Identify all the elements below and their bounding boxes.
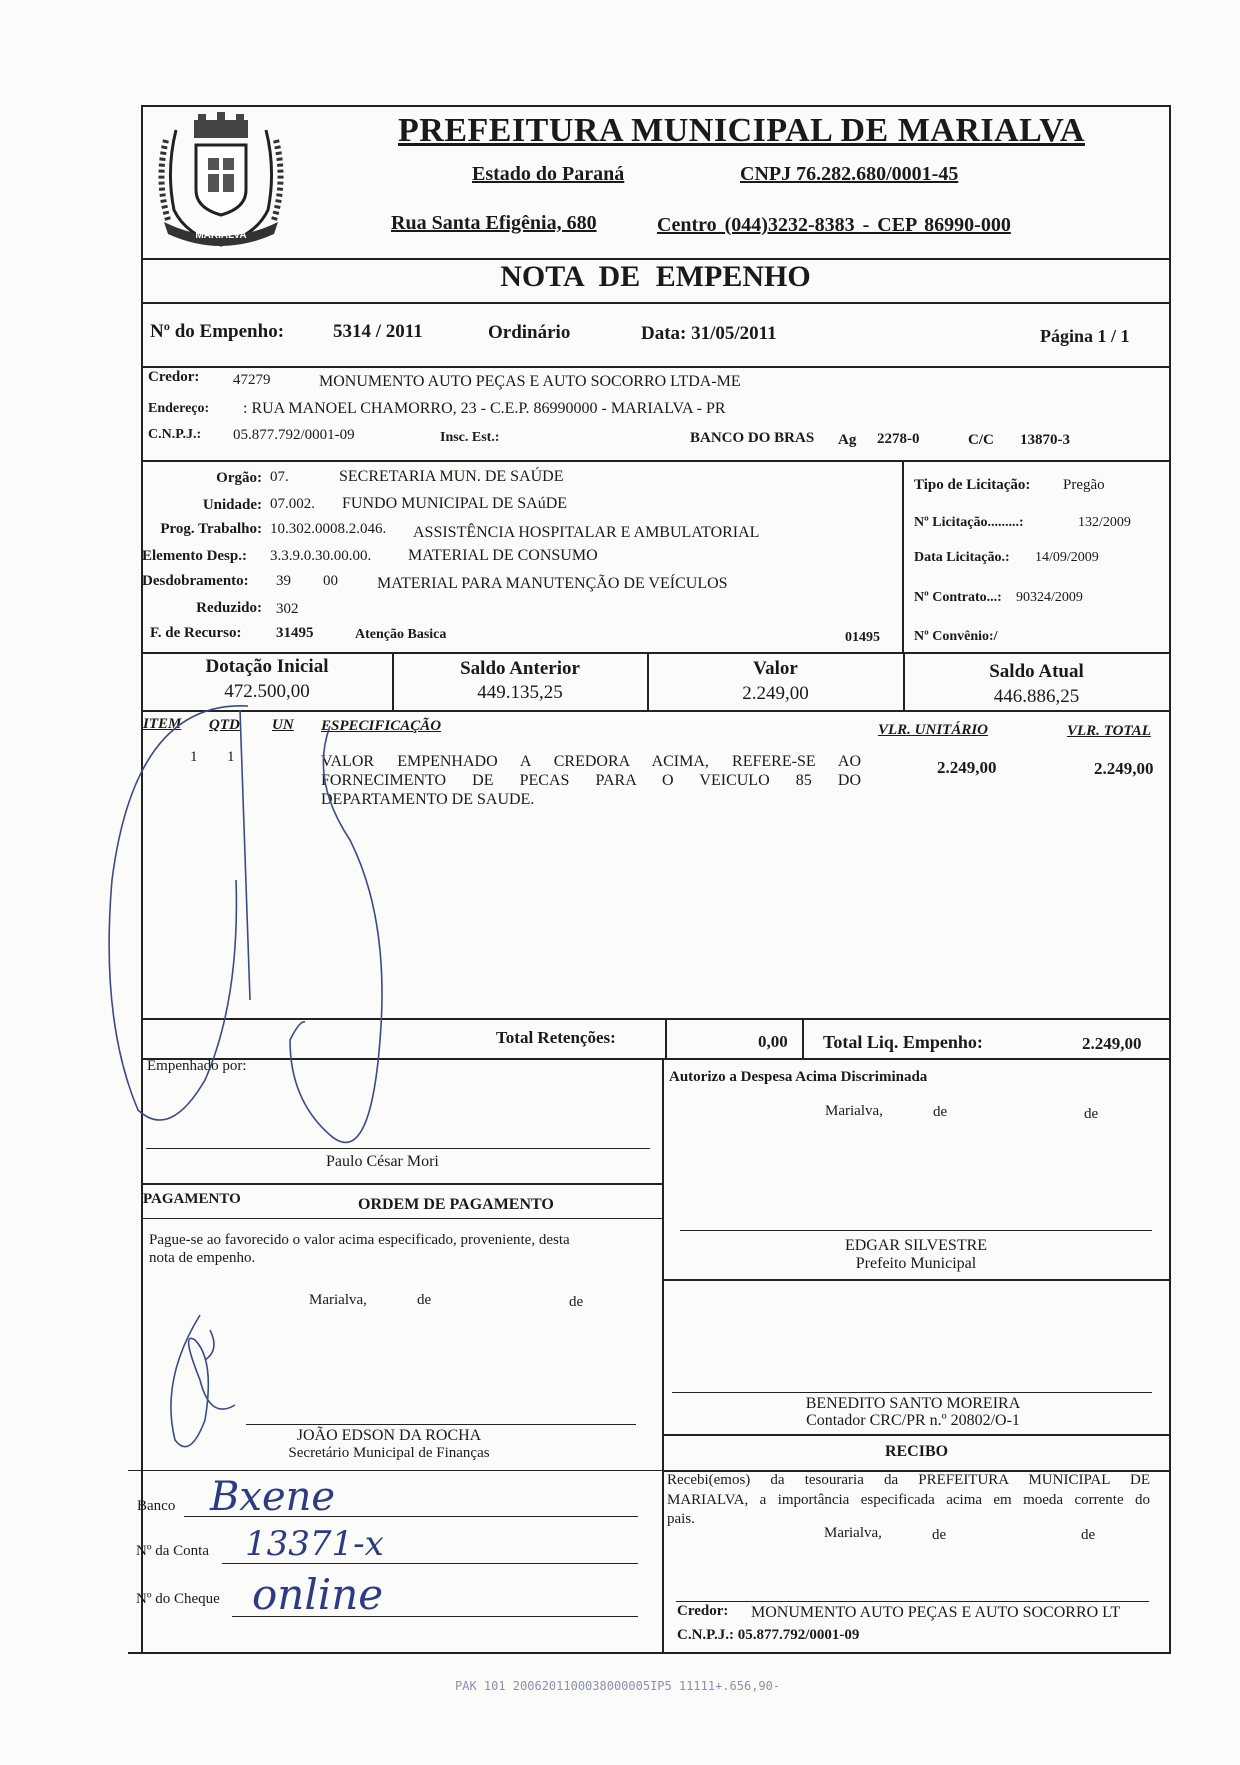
credor-name: MONUMENTO AUTO PEÇAS E AUTO SOCORRO LTDA-ME xyxy=(319,373,741,390)
banco-label: Banco xyxy=(137,1498,176,1514)
desdob-name: MATERIAL PARA MANUTENÇÃO DE VEÍCULOS xyxy=(377,575,728,592)
prog-code: 10.302.0008.2.046. xyxy=(270,521,387,537)
saldo-atual-label: Saldo Atual xyxy=(989,661,1084,682)
ink-loop-1 xyxy=(109,706,248,1120)
recurso-name: Atenção Basica xyxy=(355,627,447,642)
elemento-label: Elemento Desp.: xyxy=(142,548,247,564)
item-number: 1 xyxy=(190,749,198,765)
desdob-code-2: 00 xyxy=(323,573,338,589)
item-unit-value: 2.249,00 xyxy=(937,758,997,777)
dotacao-label: Dotação Inicial xyxy=(205,656,329,677)
recurso-code: 31495 xyxy=(276,625,314,641)
ordem-label: ORDEM DE PAGAMENTO xyxy=(358,1196,554,1213)
recibo-credor-label: Credor: xyxy=(677,1603,729,1619)
reduzido-label: Reduzido: xyxy=(196,600,262,616)
dotacao-value: 472.500,00 xyxy=(224,681,310,702)
recibo-title: RECIBO xyxy=(884,1443,949,1460)
recibo-de-1: de xyxy=(932,1527,947,1543)
insc-label: Insc. Est.: xyxy=(440,430,500,445)
page-number: Página 1 / 1 xyxy=(1040,326,1130,346)
col-item: ITEM xyxy=(143,716,182,732)
licitacao-type-label: Tipo de Licitação: xyxy=(914,477,1031,493)
mayor-role: Prefeito Municipal xyxy=(855,1255,977,1272)
agency-number: 2278-0 xyxy=(877,431,920,447)
valor-value: 2.249,00 xyxy=(742,683,809,704)
account-number: 13870-3 xyxy=(1020,432,1070,448)
recibo-cnpj: C.N.P.J.: 05.877.792/0001-09 xyxy=(677,1627,860,1643)
secretary-name: JOÃO EDSON DA ROCHA xyxy=(296,1427,482,1444)
col-qtd: QTD xyxy=(209,717,240,733)
reduzido-code: 302 xyxy=(276,601,299,617)
item-total-value: 2.249,00 xyxy=(1094,759,1154,778)
recibo-text-1: Recebi(emos) da tesouraria da PREFEITURA MUNICIPAL DE xyxy=(667,1472,1150,1488)
payment-place: Marialva, xyxy=(309,1292,367,1308)
orgao-name: SECRETARIA MUN. DE SAÚDE xyxy=(339,468,564,485)
col-un: UN xyxy=(272,717,294,733)
agency-label: Ag xyxy=(838,432,857,448)
recibo-text-2: MARIALVA, a importância especificada acima em moeda corrente do xyxy=(667,1492,1150,1508)
licitacao-number-label: Nº Licitação.........: xyxy=(914,515,1024,530)
payment-de-2: de xyxy=(569,1294,584,1310)
recibo-text-3: pais. xyxy=(667,1511,695,1527)
conta-label: Nº da Conta xyxy=(136,1543,209,1559)
unidade-name: FUNDO MUNICIPAL DE SAúDE xyxy=(342,495,568,512)
payment-text-2: nota de empenho. xyxy=(149,1250,256,1266)
prog-name: ASSISTÊNCIA HOSPITALAR E AMBULATORIAL xyxy=(413,524,760,541)
orgao-label: Orgão: xyxy=(216,470,262,486)
empenho-type: Ordinário xyxy=(488,322,571,343)
document-title: NOTA DE EMPENHO xyxy=(500,260,811,293)
saldo-anterior-label: Saldo Anterior xyxy=(460,658,580,679)
contrato-number: 90324/2009 xyxy=(1016,590,1083,605)
empenho-number: 5314 / 2011 xyxy=(333,321,423,342)
credor-cnpj: 05.877.792/0001-09 xyxy=(233,427,355,443)
saldo-atual-value: 446.886,25 xyxy=(993,686,1080,707)
prog-label: Prog. Trabalho: xyxy=(160,521,262,537)
banco-handwritten: Bxene xyxy=(210,1474,336,1520)
header-cnpj: CNPJ 76.282.680/0001-45 xyxy=(740,163,959,185)
retencoes-value: 0,00 xyxy=(758,1032,788,1051)
accountant-role: Contador CRC/PR n.º 20802/O-1 xyxy=(806,1412,1020,1429)
credor-label: Credor: xyxy=(148,369,200,385)
accountant-name: BENEDITO SANTO MOREIRA xyxy=(805,1395,1021,1412)
item-spec-line-2: FORNECIMENTO DE PECAS PARA O VEICULO 85 DO xyxy=(321,772,861,789)
mayor-name: EDGAR SILVESTRE xyxy=(844,1237,988,1254)
ink-signature-mark xyxy=(205,1330,214,1360)
credor-code: 47279 xyxy=(233,372,271,388)
desdob-code-1: 39 xyxy=(276,573,291,589)
unidade-code: 07.002. xyxy=(270,496,315,512)
saldo-anterior-value: 449.135,25 xyxy=(477,682,563,703)
bank-name: BANCO DO BRAS xyxy=(690,430,815,446)
recibo-credor: MONUMENTO AUTO PEÇAS E AUTO SOCORRO LT xyxy=(751,1604,1121,1621)
payment-de-1: de xyxy=(417,1292,432,1308)
elemento-name: MATERIAL DE CONSUMO xyxy=(408,547,598,564)
retencoes-label: Total Retenções: xyxy=(496,1028,616,1047)
recurso-extra-code: 01495 xyxy=(845,630,880,645)
recibo-place: Marialva, xyxy=(824,1525,882,1541)
cheque-label: Nº do Cheque xyxy=(136,1591,220,1607)
autorizo-place: Marialva, xyxy=(825,1103,883,1119)
licitacao-type: Pregão xyxy=(1063,477,1105,493)
empenhado-por-label: Empenhado por: xyxy=(147,1058,247,1074)
ink-line xyxy=(240,710,250,1000)
state-name: Estado do Paraná xyxy=(472,163,625,185)
ink-loop-2 xyxy=(290,726,382,1142)
header-street: Rua Santa Efigênia, 680 xyxy=(391,212,597,234)
recurso-label: F. de Recurso: xyxy=(150,625,242,641)
cheque-handwritten: online xyxy=(252,1570,384,1619)
footer-code: PAK 101 2006201100038000005IP5 11111+.656,90- xyxy=(455,1679,781,1693)
licitacao-date-label: Data Licitação.: xyxy=(914,550,1010,565)
col-total-value: VLR. TOTAL xyxy=(1067,723,1151,739)
item-spec-line-1: VALOR EMPENHADO A CREDORA ACIMA, REFERE-SE AO xyxy=(321,753,861,770)
account-label: C/C xyxy=(968,432,994,448)
secretary-role: Secretário Municipal de Finanças xyxy=(288,1445,490,1461)
autorizo-de-1: de xyxy=(933,1104,948,1120)
item-qty: 1 xyxy=(227,749,235,765)
crest-banner-text: MARIALVA xyxy=(195,230,247,241)
unidade-label: Unidade: xyxy=(202,497,262,513)
page-title: PREFEITURA MUNICIPAL DE MARIALVA xyxy=(398,112,1085,149)
convenio-label: Nº Convênio:/ xyxy=(914,629,998,644)
payment-text-1: Pague-se ao favorecido o valor acima especificado, proveniente, desta xyxy=(149,1232,570,1248)
empenho-date: Data: 31/05/2011 xyxy=(641,323,777,344)
ink-signature-finance xyxy=(171,1315,235,1447)
address-label: Endereço: xyxy=(148,401,210,416)
licitacao-date: 14/09/2009 xyxy=(1035,550,1099,565)
liq-value: 2.249,00 xyxy=(1082,1034,1142,1053)
col-unit-value: VLR. UNITÁRIO xyxy=(878,722,989,738)
elemento-code: 3.3.9.0.30.00.00. xyxy=(270,548,372,564)
empenhado-name: Paulo César Mori xyxy=(326,1153,439,1170)
licitacao-number: 132/2009 xyxy=(1078,515,1131,530)
orgao-code: 07. xyxy=(270,469,289,485)
cnpj-label: C.N.P.J.: xyxy=(148,427,202,442)
liq-label: Total Liq. Empenho: xyxy=(823,1032,983,1052)
credor-address: : RUA MANOEL CHAMORRO, 23 - C.E.P. 86990000 - MARIALVA - PR xyxy=(243,400,726,417)
item-spec-line-3: DEPARTAMENTO DE SAUDE. xyxy=(321,791,535,808)
conta-handwritten: 13371-x xyxy=(245,1524,384,1564)
payment-label: PAGAMENTO xyxy=(143,1191,241,1207)
recibo-de-2: de xyxy=(1081,1527,1096,1543)
valor-label: Valor xyxy=(753,658,798,679)
desdob-label: Desdobramento: xyxy=(142,573,249,589)
contrato-label: Nº Contrato...: xyxy=(914,590,1002,605)
header-address: Centro (044)3232-8383 - CEP 86990-000 xyxy=(657,214,1011,236)
empenho-number-label: Nº do Empenho: xyxy=(150,321,285,342)
col-spec: ESPECIFICAÇÃO xyxy=(321,718,442,734)
autorizo-de-2: de xyxy=(1084,1106,1099,1122)
autorizo-label: Autorizo a Despesa Acima Discriminada xyxy=(669,1069,928,1085)
